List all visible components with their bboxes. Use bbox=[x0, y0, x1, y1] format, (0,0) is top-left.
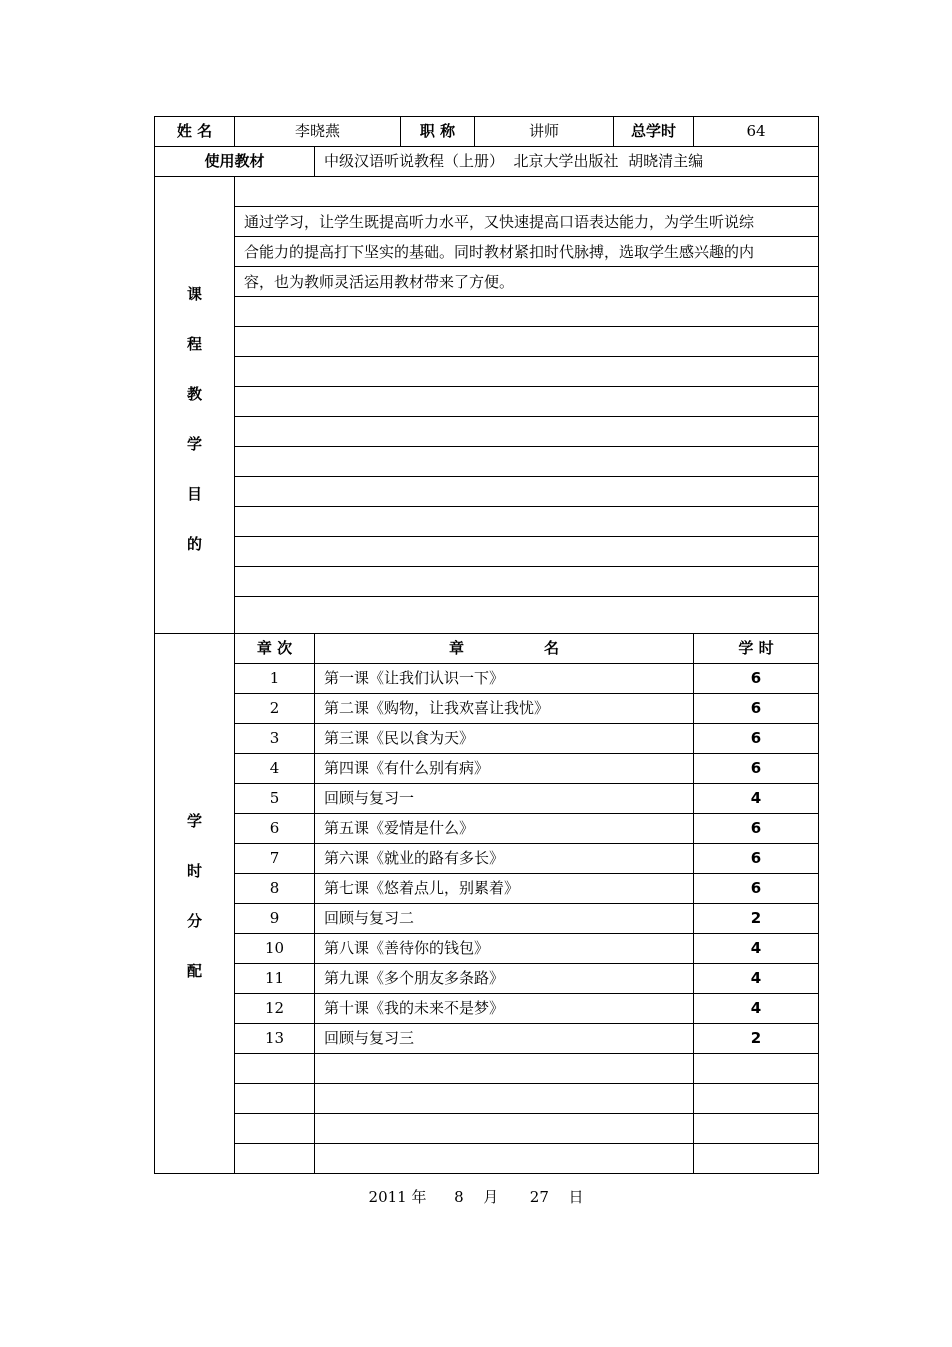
empty-row bbox=[155, 1114, 819, 1144]
empty-cell bbox=[694, 1054, 819, 1084]
schedule-label-char: 时 bbox=[186, 861, 202, 880]
chapter-name-header-char: 章 bbox=[448, 639, 464, 657]
purpose-line bbox=[235, 297, 818, 327]
chapter-hours: 4 bbox=[694, 934, 819, 964]
empty-row bbox=[155, 1084, 819, 1114]
chapter-hours: 6 bbox=[694, 754, 819, 784]
header-row bbox=[155, 117, 819, 147]
schedule-label-char: 学 bbox=[186, 811, 202, 830]
chapter-name: 第九课《多个朋友多条路》 bbox=[315, 964, 694, 994]
chapter-name: 第五课《爱情是什么》 bbox=[315, 814, 694, 844]
purpose-label-char: 的 bbox=[186, 535, 202, 553]
title-value: 讲师 bbox=[475, 117, 614, 147]
purpose-line bbox=[235, 417, 818, 447]
purpose-line bbox=[235, 447, 818, 477]
purpose-label-char: 课 bbox=[186, 285, 202, 303]
chapter-hours: 4 bbox=[694, 994, 819, 1024]
textbook-row bbox=[155, 147, 819, 177]
purpose-label-char: 学 bbox=[186, 435, 202, 453]
textbook-label bbox=[155, 147, 315, 177]
chapter-number: 12 bbox=[235, 994, 315, 1024]
purpose-line bbox=[235, 327, 818, 357]
table-row bbox=[155, 994, 819, 1024]
date-day: 27 bbox=[529, 1188, 549, 1206]
title-label: 职 称 bbox=[401, 117, 475, 147]
empty-cell bbox=[235, 1084, 315, 1114]
table-row bbox=[155, 664, 819, 694]
purpose-line bbox=[235, 387, 818, 417]
purpose-label bbox=[155, 177, 235, 634]
textbook-value: 中级汉语听说教程（上册） 北京大学出版社 胡晓清主编 bbox=[315, 147, 819, 177]
table-row bbox=[155, 724, 819, 754]
chapter-hours: 2 bbox=[694, 1024, 819, 1054]
chapter-number: 2 bbox=[235, 694, 315, 724]
purpose-content bbox=[235, 177, 819, 634]
table-row bbox=[155, 874, 819, 904]
empty-cell bbox=[315, 1084, 694, 1114]
chapter-name: 第四课《有什么别有病》 bbox=[315, 754, 694, 784]
chapter-name: 第十课《我的未来不是梦》 bbox=[315, 994, 694, 1024]
chapter-name-column-header bbox=[315, 634, 694, 664]
purpose-line bbox=[235, 507, 818, 537]
chapter-number: 5 bbox=[235, 784, 315, 814]
purpose-line bbox=[235, 567, 818, 597]
chapter-number: 8 bbox=[235, 874, 315, 904]
empty-cell bbox=[315, 1114, 694, 1144]
table-row bbox=[155, 934, 819, 964]
table-row bbox=[155, 904, 819, 934]
chapter-name: 第三课《民以食为天》 bbox=[315, 724, 694, 754]
purpose-line bbox=[235, 357, 818, 387]
syllabus-table bbox=[154, 116, 819, 1174]
table-row bbox=[155, 1024, 819, 1054]
chapter-name: 回顾与复习一 bbox=[315, 784, 694, 814]
chapter-hours: 6 bbox=[694, 844, 819, 874]
schedule-header-row bbox=[155, 634, 819, 664]
chapter-name: 第一课《让我们认识一下》 bbox=[315, 664, 694, 694]
chapter-hours: 2 bbox=[694, 904, 819, 934]
purpose-line: 容，也为教师灵活运用教材带来了方便。 bbox=[235, 267, 818, 297]
date-year-unit: 年 bbox=[411, 1188, 427, 1206]
chapter-hours: 6 bbox=[694, 814, 819, 844]
date-month: 8 bbox=[454, 1188, 464, 1206]
chapter-name: 回顾与复习二 bbox=[315, 904, 694, 934]
chapter-hours: 6 bbox=[694, 874, 819, 904]
purpose-row bbox=[155, 177, 819, 634]
chapter-number: 7 bbox=[235, 844, 315, 874]
chapter-name: 回顾与复习三 bbox=[315, 1024, 694, 1054]
chapter-name: 第七课《悠着点儿，别累着》 bbox=[315, 874, 694, 904]
chapter-name: 第二课《购物，让我欢喜让我忧》 bbox=[315, 694, 694, 724]
chapter-name: 第八课《善待你的钱包》 bbox=[315, 934, 694, 964]
chapter-name-header-char: 名 bbox=[544, 639, 560, 657]
table-row bbox=[155, 844, 819, 874]
empty-cell bbox=[694, 1114, 819, 1144]
table-row bbox=[155, 784, 819, 814]
purpose-line: 合能力的提高打下坚实的基础。同时教材紧扣时代脉搏，选取学生感兴趣的内 bbox=[235, 237, 818, 267]
chapter-number: 13 bbox=[235, 1024, 315, 1054]
date-year: 2011 bbox=[368, 1188, 407, 1206]
name-label: 姓 名 bbox=[155, 117, 235, 147]
chapter-number: 4 bbox=[235, 754, 315, 784]
table-row bbox=[155, 754, 819, 784]
chapter-hours: 4 bbox=[694, 964, 819, 994]
date-day-unit: 日 bbox=[568, 1188, 584, 1206]
purpose-line bbox=[235, 477, 818, 507]
purpose-line: 通过学习，让学生既提高听力水平，又快速提高口语表达能力，为学生听说综 bbox=[235, 207, 818, 237]
date-month-unit: 月 bbox=[483, 1188, 499, 1206]
chapter-number: 10 bbox=[235, 934, 315, 964]
purpose-label-char: 目 bbox=[186, 485, 202, 503]
chapter-number: 6 bbox=[235, 814, 315, 844]
chapter-number: 3 bbox=[235, 724, 315, 754]
table-row bbox=[155, 964, 819, 994]
purpose-line bbox=[235, 177, 818, 207]
textbook-label-text: 使用教材 bbox=[204, 152, 265, 170]
empty-cell bbox=[235, 1054, 315, 1084]
empty-cell bbox=[694, 1084, 819, 1114]
chapter-column-header: 章 次 bbox=[235, 634, 315, 664]
chapter-number: 11 bbox=[235, 964, 315, 994]
empty-row bbox=[155, 1054, 819, 1084]
empty-cell bbox=[235, 1144, 315, 1174]
purpose-line bbox=[235, 597, 818, 627]
hours-column-header: 学 时 bbox=[694, 634, 819, 664]
table-row bbox=[155, 694, 819, 724]
purpose-line bbox=[235, 537, 818, 567]
chapter-hours: 6 bbox=[694, 664, 819, 694]
empty-cell bbox=[235, 1114, 315, 1144]
schedule-label-char: 分 bbox=[186, 911, 202, 930]
table-row bbox=[155, 814, 819, 844]
chapter-hours: 4 bbox=[694, 784, 819, 814]
chapter-name: 第六课《就业的路有多长》 bbox=[315, 844, 694, 874]
purpose-label-char: 教 bbox=[186, 385, 202, 403]
chapter-hours: 6 bbox=[694, 724, 819, 754]
total-hours-value: 64 bbox=[694, 117, 819, 147]
empty-cell bbox=[315, 1054, 694, 1084]
empty-cell bbox=[315, 1144, 694, 1174]
empty-row bbox=[155, 1144, 819, 1174]
purpose-label-char: 程 bbox=[186, 335, 202, 353]
empty-cell bbox=[694, 1144, 819, 1174]
chapter-hours: 6 bbox=[694, 694, 819, 724]
total-hours-label: 总学时 bbox=[614, 117, 694, 147]
footer-date bbox=[0, 1186, 952, 1207]
schedule-label bbox=[155, 634, 235, 1174]
name-value: 李晓燕 bbox=[235, 117, 401, 147]
chapter-number: 1 bbox=[235, 664, 315, 694]
schedule-label-char: 配 bbox=[186, 961, 202, 980]
chapter-number: 9 bbox=[235, 904, 315, 934]
